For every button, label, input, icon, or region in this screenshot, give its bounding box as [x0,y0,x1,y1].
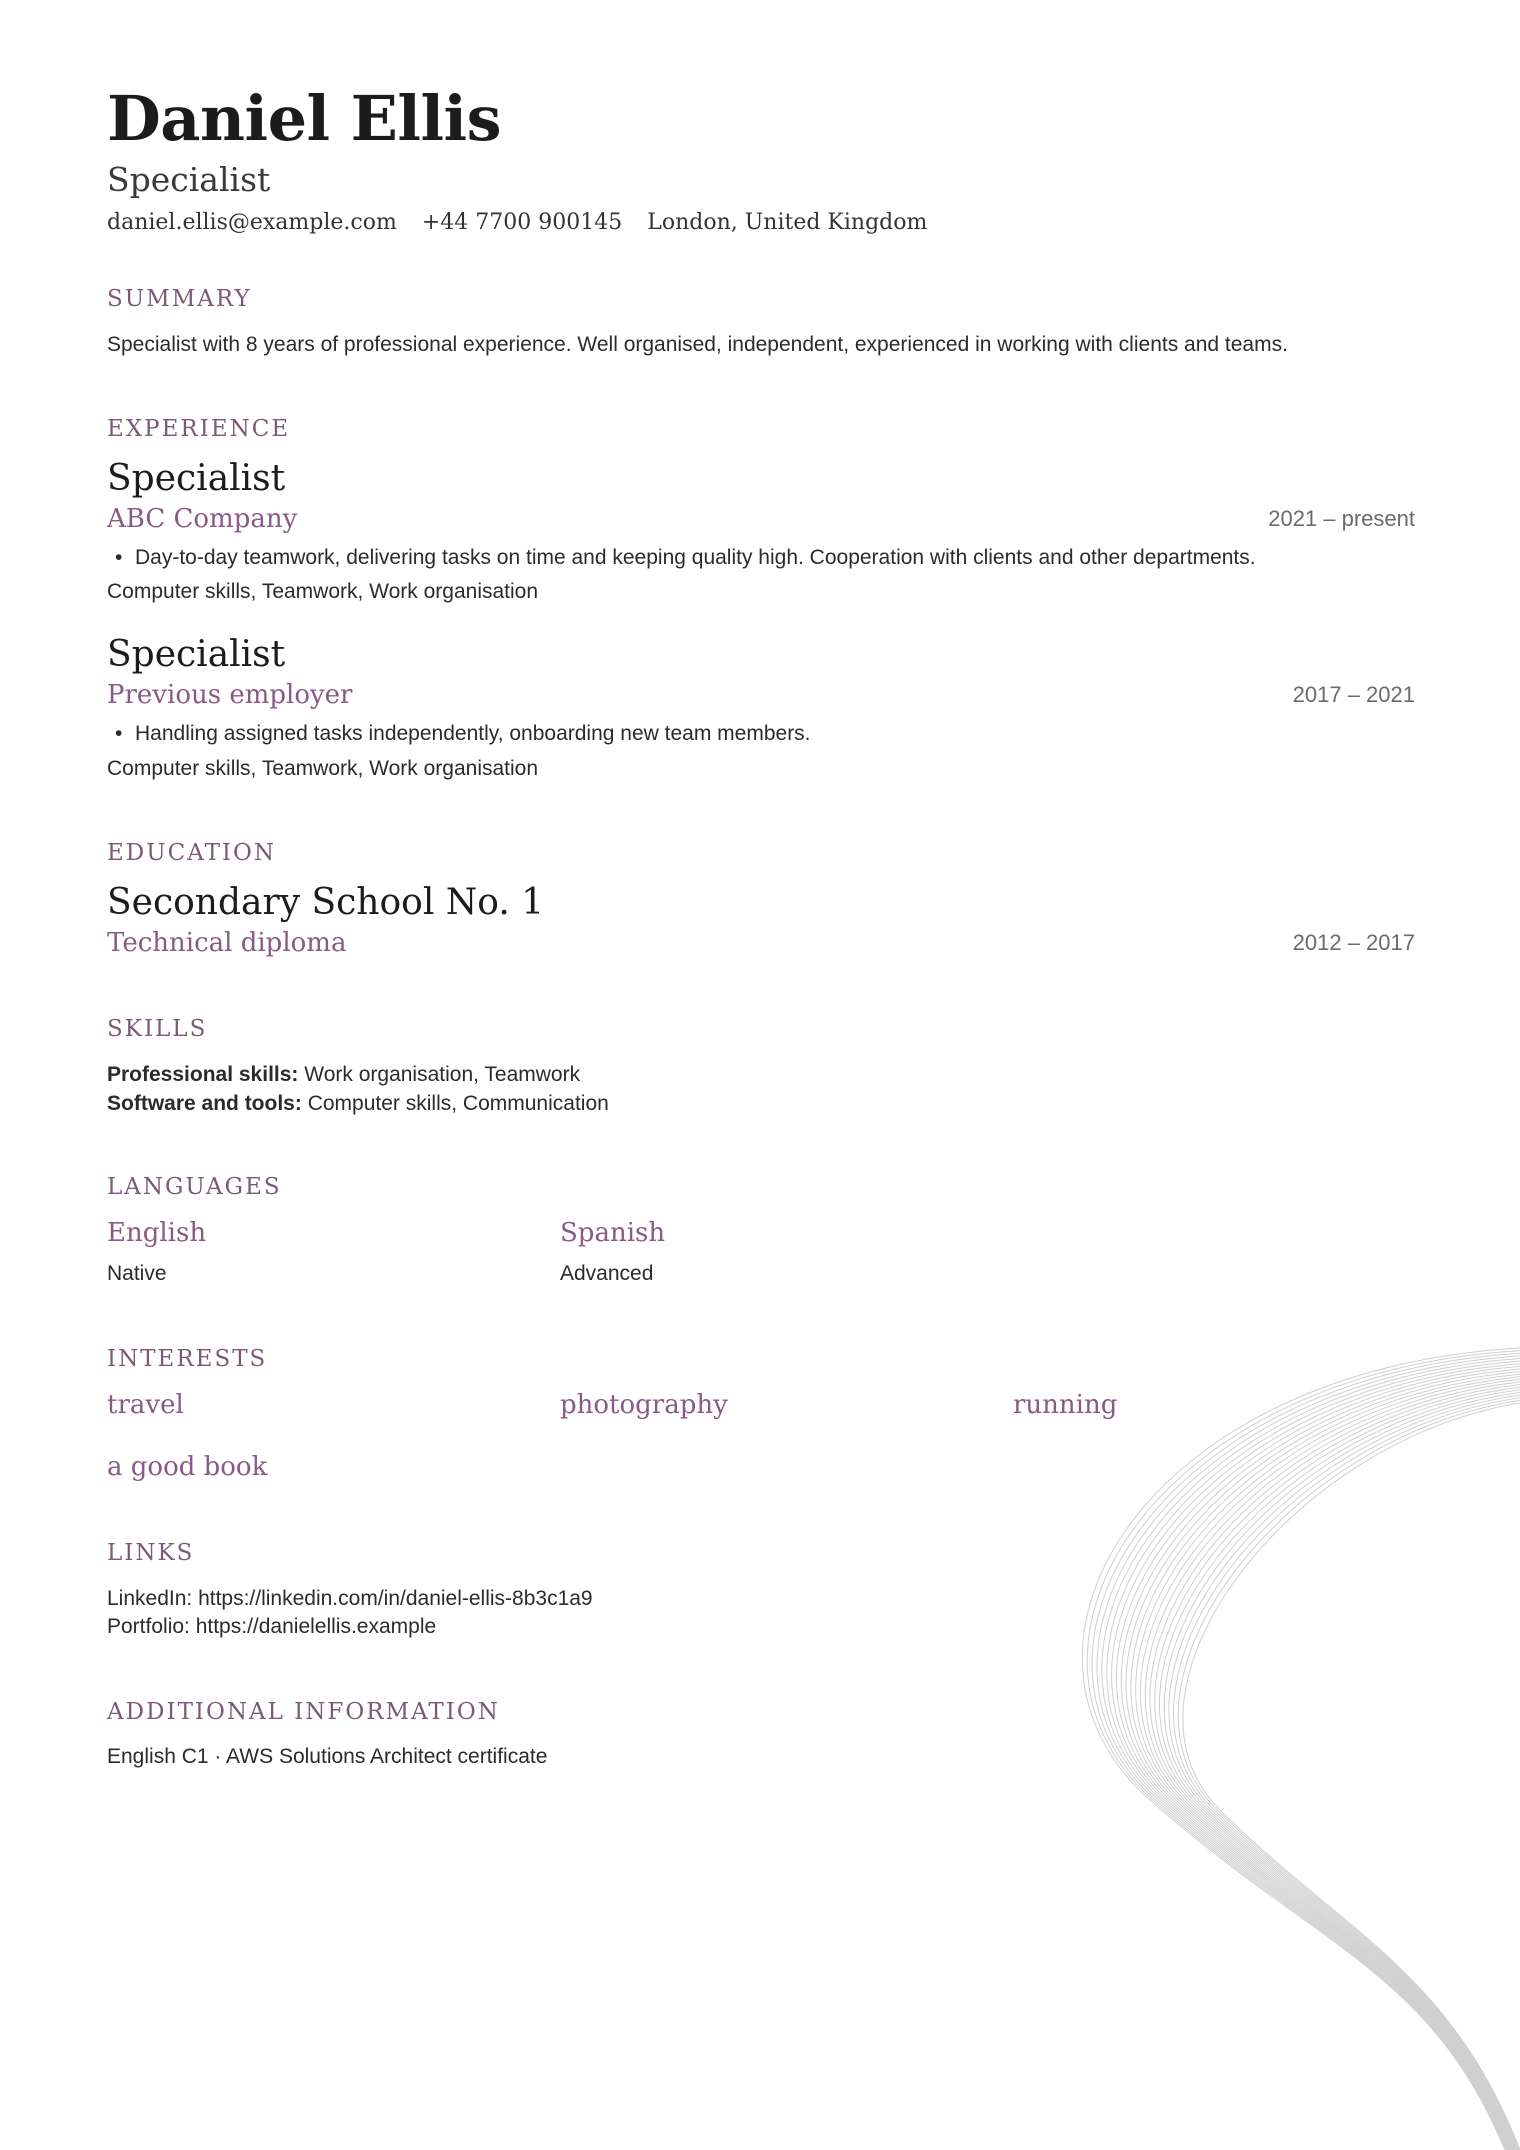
experience-role: Specialist [107,634,286,675]
education-heading: EDUCATION [107,840,276,866]
languages-heading: LANGUAGES [107,1174,282,1200]
experience-bullet: • Handling assigned tasks independently, onboarding new team members. [107,722,811,746]
wave-line [1155,1387,1520,2150]
language-level: Advanced [560,1262,654,1285]
skills-software-value: Computer skills, Communication [307,1092,609,1115]
contact-phone[interactable]: +44 7700 900145 [421,210,623,235]
links-heading: LINKS [107,1540,195,1566]
contact-email[interactable]: daniel.ellis@example.com [107,210,397,235]
candidate-title: Specialist [107,160,271,199]
experience-heading: EXPERIENCE [107,416,291,442]
wave-line [1178,1400,1520,2150]
summary-heading: SUMMARY [107,286,252,312]
interest-item: running [1013,1390,1118,1420]
education-dates: 2012 – 2017 [1292,930,1415,955]
wave-line [1174,1398,1520,2150]
skills-professional-value: Work organisation, Teamwork [304,1063,581,1086]
education-degree: Technical diploma [107,928,347,958]
additional-text: English C1 · AWS Solutions Architect certificate [107,1745,548,1768]
wave-line [1169,1395,1520,2150]
contact-line [107,210,945,235]
skills-software [107,1092,609,1116]
link-linkedin[interactable]: LinkedIn: https://linkedin.com/in/daniel-ellis-8b3c1a9 [107,1587,593,1610]
contact-location: London, United Kingdom [647,210,928,235]
skills-software-label: Software and tools: [107,1092,302,1115]
language-level: Native [107,1262,167,1285]
experience-company: ABC Company [107,504,298,534]
skills-professional-label: Professional skills: [107,1063,299,1086]
wave-line [1140,1379,1520,2150]
wave-line [1164,1393,1520,2150]
decorative-wave-lines [1000,1330,1520,2150]
experience-skills: Computer skills, Teamwork, Work organisation [107,757,539,780]
education-school: Secondary School No. 1 [107,882,545,923]
wave-line [1097,1356,1520,2150]
link-portfolio[interactable]: Portfolio: https://danielellis.example [107,1615,437,1638]
additional-heading: ADDITIONAL INFORMATION [107,1699,500,1725]
language-name: Spanish [560,1218,666,1248]
experience-dates: 2021 – present [1268,506,1415,531]
candidate-name: Daniel Ellis [107,82,501,155]
experience-role: Specialist [107,458,286,499]
interest-item: a good book [107,1452,268,1482]
experience-bullet: • Day-to-day teamwork, delivering tasks on time and keeping quality high. Cooperation with clients and other departments. [107,546,1256,570]
skills-heading: SKILLS [107,1016,208,1042]
wave-line [1145,1382,1520,2150]
wave-line [1183,1403,1520,2150]
wave-line [1136,1377,1520,2150]
experience-dates: 2017 – 2021 [1292,682,1415,707]
interest-item: photography [560,1390,728,1420]
wave-line [1150,1385,1520,2150]
interests-heading: INTERESTS [107,1346,268,1372]
interest-item: travel [107,1390,184,1420]
summary-text: Specialist with 8 years of professional experience. Well organised, independent, experienced in working with clients and teams. [107,333,1288,356]
experience-company: Previous employer [107,680,353,710]
experience-skills: Computer skills, Teamwork, Work organisation [107,580,539,603]
language-name: English [107,1218,207,1248]
skills-professional [107,1063,580,1087]
